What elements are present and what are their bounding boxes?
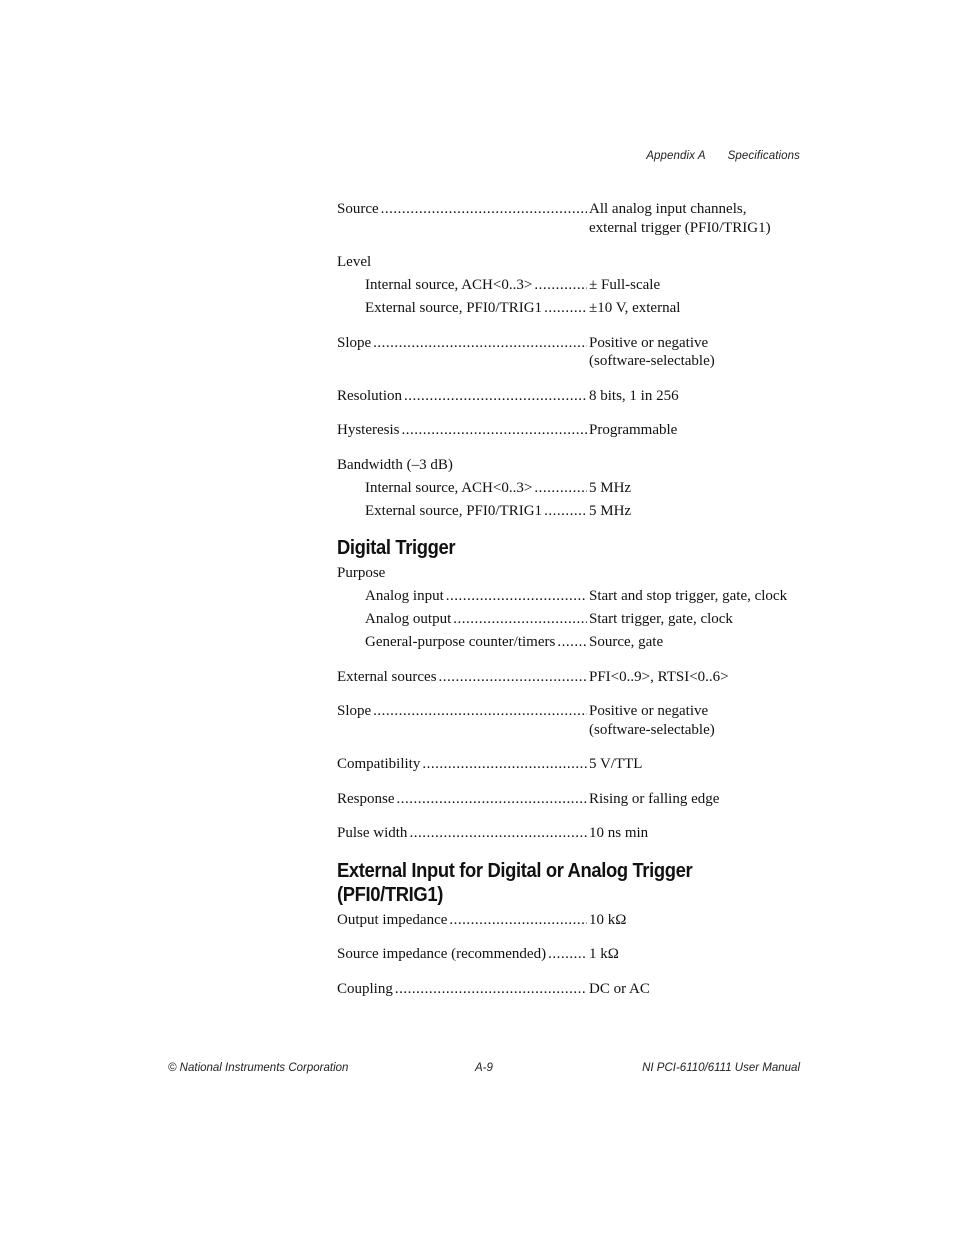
spec-term: External sources xyxy=(337,668,437,685)
spec-term: Slope xyxy=(337,334,372,351)
spec-term: Output impedance xyxy=(337,911,448,928)
spec-group-label: Level xyxy=(337,254,372,270)
dot-leader xyxy=(395,980,587,999)
spec-value: 10 ns min xyxy=(589,825,649,841)
heading-line: External Input for Digital or Analog Trigger xyxy=(337,859,693,882)
spec-value: Source, gate xyxy=(589,634,664,650)
spec-value: ±10 V, external xyxy=(589,300,681,316)
dot-leader xyxy=(548,945,587,964)
dot-leader xyxy=(534,479,587,498)
section-heading-external-input xyxy=(337,859,769,907)
dot-leader xyxy=(453,610,587,629)
spec-value: 8 bits, 1 in 256 xyxy=(589,387,679,404)
dot-leader xyxy=(439,668,587,687)
spec-term: Hysteresis xyxy=(337,422,400,438)
spec-value: external trigger (PFI0/TRIG1) xyxy=(589,219,771,236)
spec-level xyxy=(337,253,807,318)
spec-pulse-width xyxy=(337,824,807,843)
dot-leader xyxy=(373,702,587,721)
spec-term: Resolution xyxy=(337,387,403,404)
spec-value: Programmable xyxy=(589,422,678,438)
spec-value: 5 MHz xyxy=(589,502,632,519)
spec-compatibility xyxy=(337,755,807,774)
spec-term: Source xyxy=(337,201,379,217)
spec-term: Internal source, ACH<0..3> xyxy=(365,479,533,496)
spec-value: 5 MHz xyxy=(589,479,632,496)
spec-value: (software-selectable) xyxy=(589,721,715,738)
spec-value: Rising or falling edge xyxy=(589,790,720,807)
spec-term: Response xyxy=(337,790,395,807)
spec-external-sources xyxy=(337,668,807,687)
spec-value: ± Full-scale xyxy=(589,277,661,293)
spec-term: Coupling xyxy=(337,980,393,997)
spec-content xyxy=(337,200,807,1014)
spec-value: (software-selectable) xyxy=(589,353,715,369)
dot-leader xyxy=(402,421,588,440)
spec-group-label: Bandwidth (–3 dB) xyxy=(337,456,453,473)
spec-value: Positive or negative xyxy=(589,703,709,719)
spec-resolution xyxy=(337,387,807,406)
spec-bandwidth xyxy=(337,456,807,521)
spec-slope xyxy=(337,334,807,371)
spec-response xyxy=(337,790,807,809)
dot-leader xyxy=(373,334,587,353)
dot-leader xyxy=(557,633,587,652)
dot-leader xyxy=(544,299,587,318)
dot-leader xyxy=(409,824,587,843)
spec-term: Compatibility xyxy=(337,756,421,772)
spec-term: Analog input xyxy=(365,588,444,604)
spec-value: DC or AC xyxy=(589,980,650,997)
dot-leader xyxy=(449,911,587,930)
spec-value: Start trigger, gate, clock xyxy=(589,611,733,627)
spec-value: Start and stop trigger, gate, clock xyxy=(589,588,788,604)
spec-term: Analog output xyxy=(365,611,452,627)
dot-leader xyxy=(381,200,587,219)
section-heading-digital-trigger: Digital Trigger xyxy=(337,537,456,559)
spec-value: 1 kΩ xyxy=(589,946,619,962)
dot-leader xyxy=(422,755,587,774)
header-appendix: Appendix A xyxy=(646,150,706,162)
dot-leader xyxy=(404,387,587,406)
footer-manual-title: NI PCI-6110/6111 User Manual xyxy=(642,1062,800,1074)
spec-digital-slope xyxy=(337,702,807,739)
running-header xyxy=(646,150,800,162)
header-section: Specifications xyxy=(727,150,800,162)
spec-value: Positive or negative xyxy=(589,334,709,351)
spec-term: External source, PFI0/TRIG1 xyxy=(365,502,543,519)
page-number: A-9 xyxy=(475,1062,493,1074)
dot-leader xyxy=(544,502,587,521)
spec-source xyxy=(337,200,807,237)
spec-coupling xyxy=(337,980,807,999)
dot-leader xyxy=(534,276,587,295)
spec-purpose xyxy=(337,564,807,652)
spec-hysteresis xyxy=(337,421,807,440)
spec-value: PFI<0..9>, RTSI<0..6> xyxy=(589,668,729,685)
heading-line: (PFI0/TRIG1) xyxy=(337,883,444,906)
dot-leader xyxy=(397,790,588,809)
dot-leader xyxy=(446,587,587,606)
spec-term: Internal source, ACH<0..3> xyxy=(365,277,533,293)
spec-group-label: Purpose xyxy=(337,565,386,581)
spec-output-impedance xyxy=(337,911,807,930)
spec-term: External source, PFI0/TRIG1 xyxy=(365,300,543,316)
spec-value: 10 kΩ xyxy=(589,911,627,928)
spec-term: Slope xyxy=(337,703,372,719)
footer-copyright: © National Instruments Corporation xyxy=(168,1062,349,1074)
spec-value: All analog input channels, xyxy=(589,201,747,217)
spec-term: General-purpose counter/timers xyxy=(365,634,556,650)
spec-term: Pulse width xyxy=(337,825,408,841)
spec-source-impedance xyxy=(337,945,807,964)
spec-value: 5 V/TTL xyxy=(589,756,643,772)
spec-term: Source impedance (recommended) xyxy=(337,946,547,962)
